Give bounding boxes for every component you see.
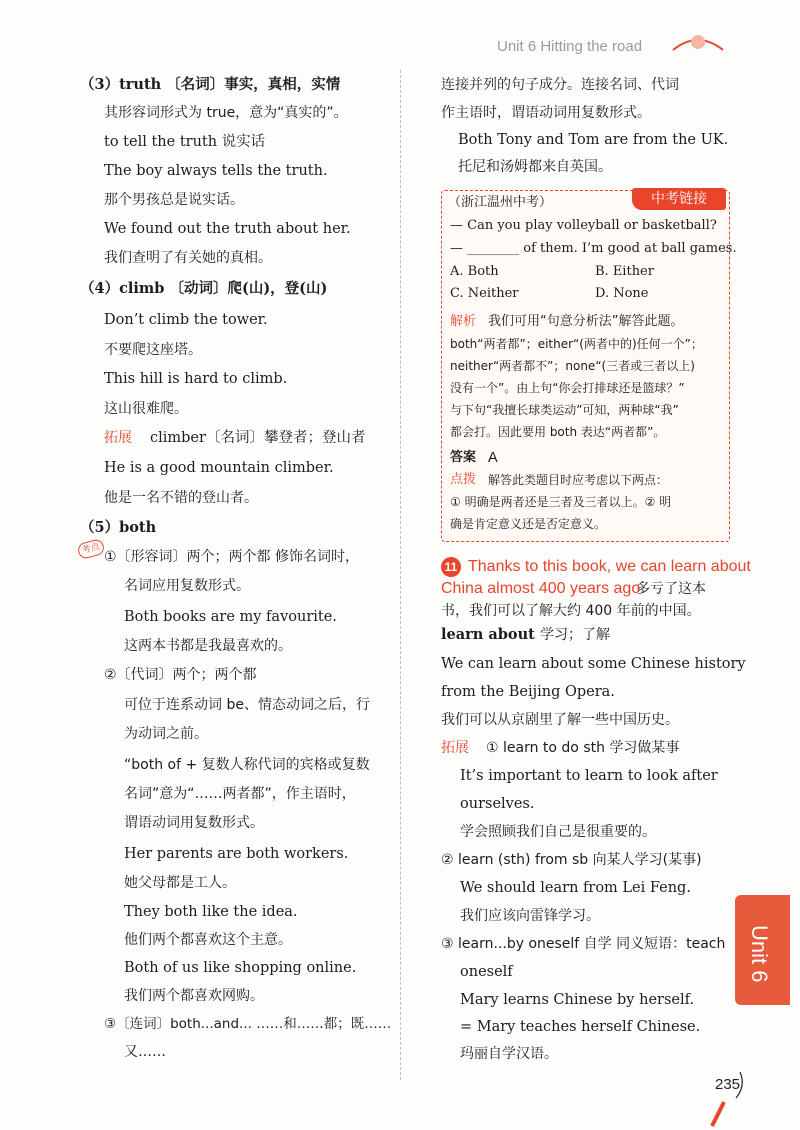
example-translation: 这山很难爬。 (104, 401, 188, 417)
text-line: 名词”意为“……两者都”，作主语时， (124, 786, 356, 802)
example-translation: 托尼和汤姆都来自英国。 (458, 159, 612, 175)
exam-option: A. Both (450, 264, 499, 279)
analysis-text: 没有一个”。由上句“你会打排球还是篮球？” (450, 381, 685, 395)
entry-climb-heading: （4）climb 〔动词〕爬(山)，登(山) (80, 280, 328, 297)
example-sentence: from the Beijing Opera. (441, 684, 615, 700)
text-line: 又…… (124, 1044, 166, 1060)
header-ornament-icon (668, 28, 728, 58)
example-translation: 我们两个都喜欢网购。 (124, 988, 264, 1004)
example-translation: 他们两个都喜欢这个主意。 (124, 932, 292, 948)
analysis-label: 解析 (450, 314, 477, 329)
text-line: to tell the truth 说实话 (104, 134, 266, 150)
text-line: 名词应用复数形式。 (124, 578, 250, 594)
tip-text: 确是肯定意义还是否定意义。 (450, 517, 607, 531)
text-line: climber〔名词〕攀登者；登山者 (150, 430, 366, 446)
exam-option: C. Neither (450, 286, 519, 301)
example-sentence: We found out the truth about her. (104, 221, 351, 237)
example-sentence: The boy always tells the truth. (104, 163, 328, 179)
example-translation: 我们可以从京剧里了解一些中国历史。 (441, 712, 679, 728)
entry-truth-heading: （3）truth 〔名词〕事实，真相，实情 (80, 76, 341, 93)
header-title: Unit 6 Hitting the road (497, 38, 643, 55)
text-line: 其形容词形式为 true，意为“真实的”。 (104, 105, 348, 121)
unit-side-tab-label: Unit 6 (747, 925, 772, 983)
text-line: ①〔形容词〕两个；两个都 修饰名词时， (104, 549, 359, 565)
example-sentence: Both books are my favourite. (124, 609, 337, 625)
text-line: 作主语时，谓语动词用复数形式。 (441, 105, 651, 121)
example-sentence: Don’t climb the tower. (104, 312, 268, 328)
text-line: 可位于连系动词 be、情态动词之后，行 (124, 697, 370, 713)
analysis-text: 我们可用“句意分析法”解答此题。 (488, 314, 684, 329)
text-line: 谓语动词用复数形式。 (124, 815, 264, 831)
key-sentence-translation: 多亏了这本 (636, 581, 706, 597)
analysis-text: 与下句“我擅长球类运动”可知，两种球“我” (450, 403, 679, 417)
example-translation: 她父母都是工人。 (124, 875, 236, 891)
exam-link-tag: 中考链接 (632, 188, 726, 210)
text-line: 连接并列的句子成分。连接名词、代词 (441, 77, 679, 93)
example-translation: 那个男孩总是说实话。 (104, 192, 244, 208)
tip-text: ① 明确是两者还是三者及三者以上。② 明 (450, 495, 672, 509)
analysis-text: both“两者都”；either“(两者中的)任何一个”； (450, 337, 703, 351)
text-line: “both of + 复数人称代词的宾格或复数 (124, 757, 370, 773)
answer-value: A (488, 450, 498, 466)
example-sentence: Mary learns Chinese by herself. (460, 992, 695, 1008)
tip-label: 点拨 (450, 472, 477, 487)
example-sentence: He is a good mountain climber. (104, 460, 334, 476)
example-translation: 我们应该向雷锋学习。 (460, 908, 600, 924)
example-sentence: This hill is hard to climb. (104, 371, 288, 387)
phrase-definition: 学习；了解 (540, 627, 610, 643)
text-line: ②〔代词〕两个；两个都 (104, 667, 257, 683)
example-sentence: Her parents are both workers. (124, 846, 349, 862)
exam-option: B. Either (595, 264, 654, 279)
example-translation: 这两本书都是我最喜欢的。 (124, 638, 292, 654)
example-sentence: It’s important to learn to look after (460, 768, 718, 784)
example-sentence: We can learn about some Chinese history (441, 656, 746, 672)
exam-source: （浙江温州中考） (448, 195, 553, 210)
example-translation: 他是一名不错的登山者。 (104, 490, 258, 506)
exam-question: — Can you play volleyball or basketball? (450, 218, 717, 233)
text-line: ③〔连词〕both...and... ……和……都；既…… (104, 1016, 392, 1032)
example-sentence: = Mary teaches herself Chinese. (460, 1019, 701, 1035)
text-line: ③ learn...by oneself 自学 同义短语：teach (441, 936, 726, 952)
example-translation: 学会照顾我们自己是很重要的。 (460, 824, 656, 840)
text-line: ① learn to do sth 学习做某事 (486, 740, 680, 756)
key-sentence: China almost 400 years ago. (441, 580, 645, 597)
text-line: 为动词之前。 (124, 726, 208, 742)
text-line: ② learn (sth) from sb 向某人学习(某事) (441, 852, 702, 868)
example-translation: 不要爬这座塔。 (104, 342, 202, 358)
phrase-term: learn about (441, 626, 535, 643)
analysis-text: 都会打。因此要用 both 表达“两者都”。 (450, 425, 666, 439)
exam-question: — ________ of them. I’m good at ball games. (450, 241, 737, 256)
analysis-text: neither“两者都不”；none“(三者或三者以上) (450, 359, 695, 373)
example-sentence: They both like the idea. (124, 904, 298, 920)
entry-both-heading: （5）both (80, 519, 157, 536)
sentence-number-badge: 11 (441, 557, 461, 577)
exam-option: D. None (595, 286, 649, 301)
tip-text: 解答此类题目时应考虑以下两点： (488, 473, 669, 487)
example-translation: 玛丽自学汉语。 (460, 1046, 558, 1062)
key-point-badge: 考点 (76, 538, 105, 560)
extension-tag: 拓展 (441, 740, 469, 756)
example-sentence: ourselves. (460, 796, 535, 812)
example-translation: 我们查明了有关她的真相。 (104, 250, 272, 266)
example-sentence: Both Tony and Tom are from the UK. (458, 132, 729, 148)
answer-label: 答案 (450, 450, 477, 465)
example-sentence: We should learn from Lei Feng. (460, 880, 691, 896)
page-number: 235 (715, 1076, 741, 1093)
text-line: oneself (460, 964, 513, 980)
example-sentence: Both of us like shopping online. (124, 960, 357, 976)
extension-tag: 拓展 (104, 430, 132, 446)
column-divider (400, 70, 401, 1080)
key-sentence: Thanks to this book, we can learn about (468, 558, 751, 575)
key-sentence-translation: 书，我们可以了解大约 400 年前的中国。 (441, 603, 701, 619)
